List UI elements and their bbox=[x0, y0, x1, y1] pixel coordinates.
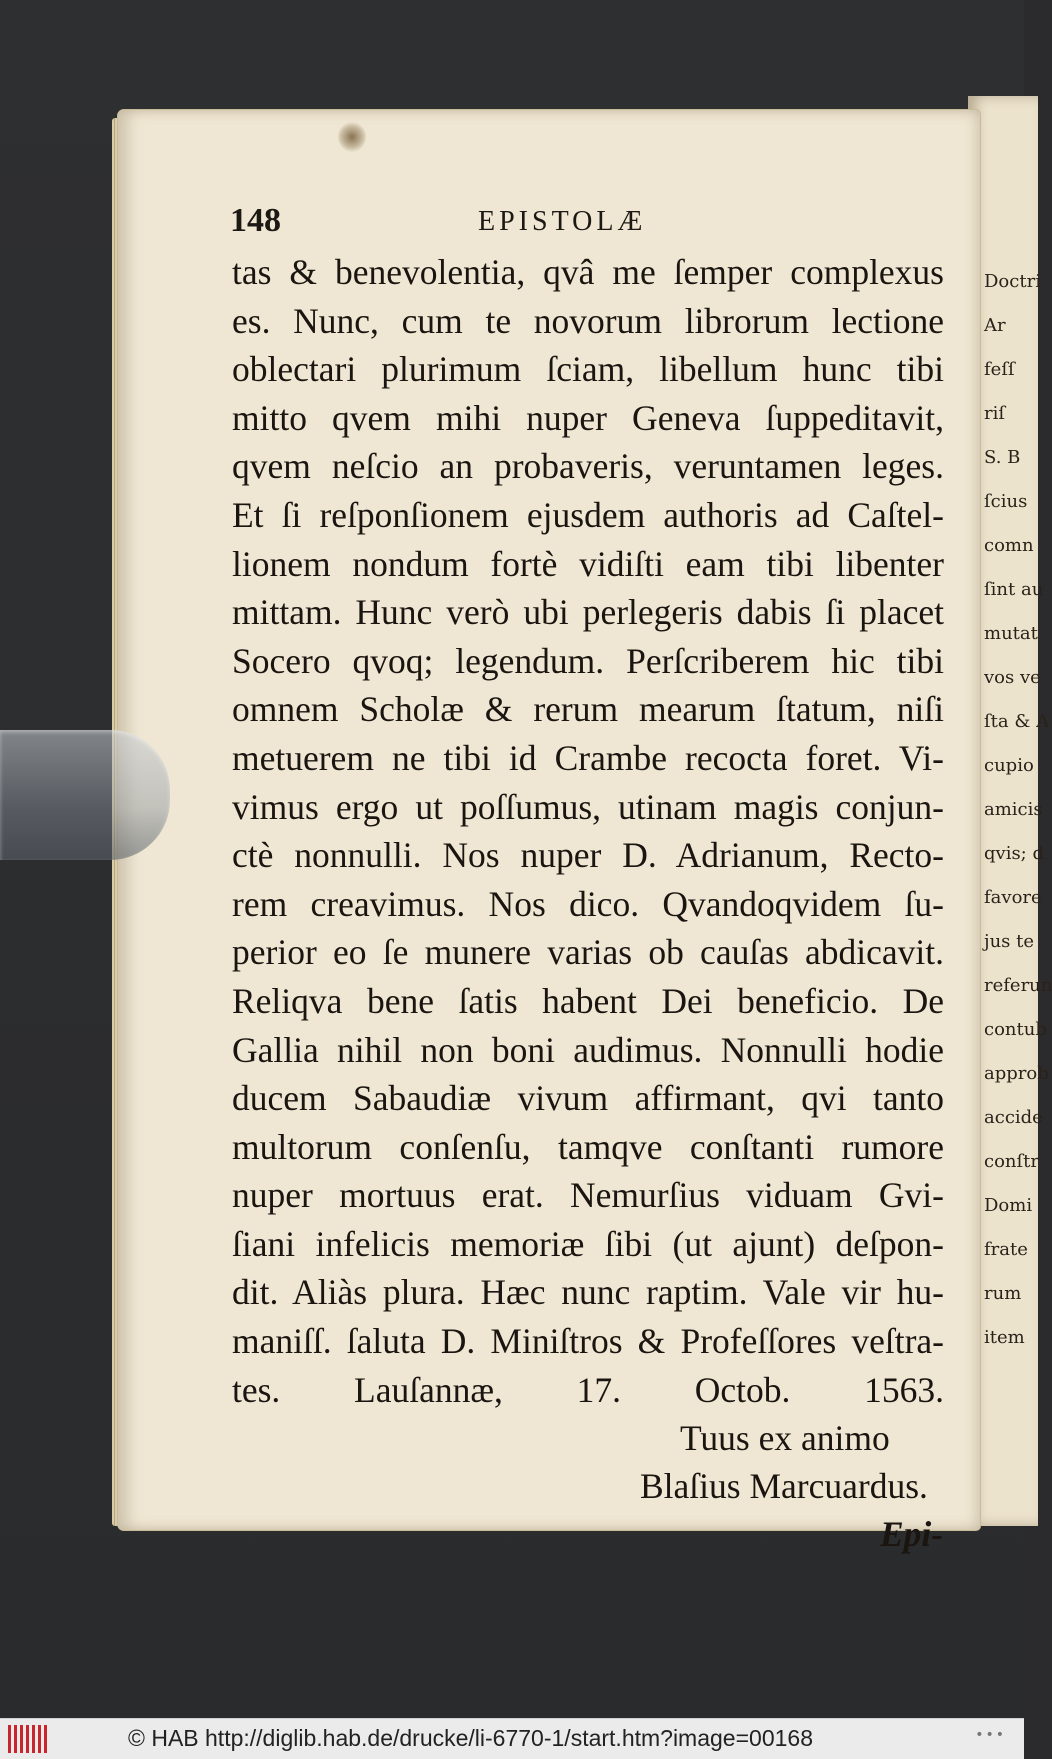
page-number: 148 bbox=[230, 202, 281, 239]
facing-text-fragment: amicis bbox=[984, 799, 1043, 820]
text-line: ducem Sabaudiæ vivum affirmant, qvi tanto bbox=[232, 1078, 944, 1119]
text-line: metuerem ne tibi id Crambe recocta foret. Vi- bbox=[232, 737, 944, 778]
facing-text-fragment: referun bbox=[984, 975, 1052, 996]
facing-text-fragment: frate bbox=[984, 1239, 1028, 1260]
facing-text-fragment: Domi bbox=[984, 1195, 1033, 1216]
page-body bbox=[232, 248, 944, 1558]
signature-closing: Tuus ex animo bbox=[680, 1418, 890, 1459]
text-line: mittam. Hunc verò ubi perlegeris dabis ſi placet bbox=[232, 592, 944, 633]
text-line: multorum conſenſu, tamqve conſtanti rumore bbox=[232, 1126, 944, 1167]
text-line: perior eo ſe munere varias ob cauſas abdicavit. bbox=[232, 932, 944, 973]
facing-text-fragment: favore bbox=[984, 887, 1042, 908]
facing-page-text bbox=[984, 260, 1052, 1360]
text-line: rem creavimus. Nos dico. Qvandoqvidem ſu- bbox=[232, 883, 944, 924]
facing-text-fragment: mutat bbox=[984, 623, 1038, 644]
text-line: Reliqva bene ſatis habent Dei beneficio. De bbox=[232, 980, 944, 1021]
text-line: ctè nonnulli. Nos nuper D. Adrianum, Recto- bbox=[232, 835, 944, 876]
facing-text-fragment: ſcius bbox=[984, 491, 1028, 512]
text-line: Et ſi reſponſionem ejusdem authoris ad Caſtel- bbox=[232, 494, 944, 535]
catchword: Epi- bbox=[880, 1514, 944, 1555]
text-line: Socero qvoq; legendum. Perſcriberem hic tibi bbox=[232, 640, 944, 681]
facing-text-fragment: ſta & A bbox=[984, 711, 1050, 732]
facing-text-fragment: approb bbox=[984, 1063, 1049, 1084]
text-line: lionem nondum fortè vidiſti eam tibi libenter bbox=[232, 543, 944, 584]
text-line: es. Nunc, cum te novorum librorum lectione bbox=[232, 300, 944, 341]
facing-text-fragment: vos ve bbox=[984, 667, 1041, 688]
text-line: vimus ergo ut poſſumus, utinam magis conjun- bbox=[232, 786, 944, 827]
text-line: ſiani infelicis memoriæ ſibi (ut ajunt) deſpon- bbox=[232, 1223, 944, 1264]
text-line: maniſſ. ſaluta D. Miniſtros & Profeſſores veſtra- bbox=[232, 1321, 944, 1362]
glass-clip bbox=[0, 730, 170, 860]
facing-text-fragment: riſ bbox=[984, 403, 1006, 424]
text-line: tas & benevolentia, qvâ me ſemper complexus bbox=[232, 252, 944, 292]
page-header bbox=[230, 202, 950, 254]
facing-text-fragment: rum bbox=[984, 1283, 1022, 1304]
text-line: dit. Aliàs plura. Hæc nunc raptim. Vale vir hu- bbox=[232, 1272, 944, 1313]
facing-text-fragment: accide bbox=[984, 1107, 1043, 1128]
text-line: mitto qvem mihi nuper Geneva ſuppeditavit, bbox=[232, 397, 944, 438]
footer-url[interactable]: © HAB http://diglib.hab.de/drucke/li-6770-1/start.htm?image=00168 bbox=[128, 1725, 813, 1751]
signature-name: Blaſius Marcuardus. bbox=[640, 1466, 928, 1507]
hab-barcode-logo-icon bbox=[8, 1725, 50, 1753]
paper-stain bbox=[338, 122, 366, 152]
facing-text-fragment: ſint au bbox=[984, 579, 1044, 600]
text-line: qvem neſcio an probaveris, veruntamen leges. bbox=[232, 446, 944, 487]
text-line: nuper mortuus erat. Nemurſius viduam Gvi- bbox=[232, 1175, 944, 1216]
text-line: omnem Scholæ & rerum mearum ſtatum, niſi bbox=[232, 689, 944, 730]
facing-text-fragment: qvis; d bbox=[984, 843, 1044, 864]
facing-text-fragment: comn bbox=[984, 535, 1034, 556]
facing-text-fragment: S. B bbox=[984, 447, 1021, 468]
facing-text-fragment: Ar bbox=[984, 315, 1006, 336]
text-line: oblectari plurimum ſciam, libellum hunc tibi bbox=[232, 349, 944, 390]
facing-text-fragment: jus te bbox=[984, 931, 1035, 952]
facing-text-fragment: Doctri bbox=[984, 271, 1041, 292]
facing-text-fragment: conſtr bbox=[984, 1151, 1040, 1172]
facing-text-fragment: contub bbox=[984, 1019, 1047, 1040]
ellipsis-icon[interactable]: ••• bbox=[975, 1727, 1006, 1743]
running-head: EPISTOLÆ bbox=[478, 206, 647, 237]
facing-text-fragment: item bbox=[984, 1327, 1025, 1348]
facing-text-fragment: cupio bbox=[984, 755, 1034, 776]
facing-text-fragment: feſſ bbox=[984, 359, 1015, 380]
text-line: tes. Lauſannæ, 17. Octob. 1563. bbox=[232, 1369, 944, 1410]
viewer-footer bbox=[0, 1718, 1024, 1759]
text-line: Gallia nihil non boni audimus. Nonnulli hodie bbox=[232, 1029, 944, 1070]
